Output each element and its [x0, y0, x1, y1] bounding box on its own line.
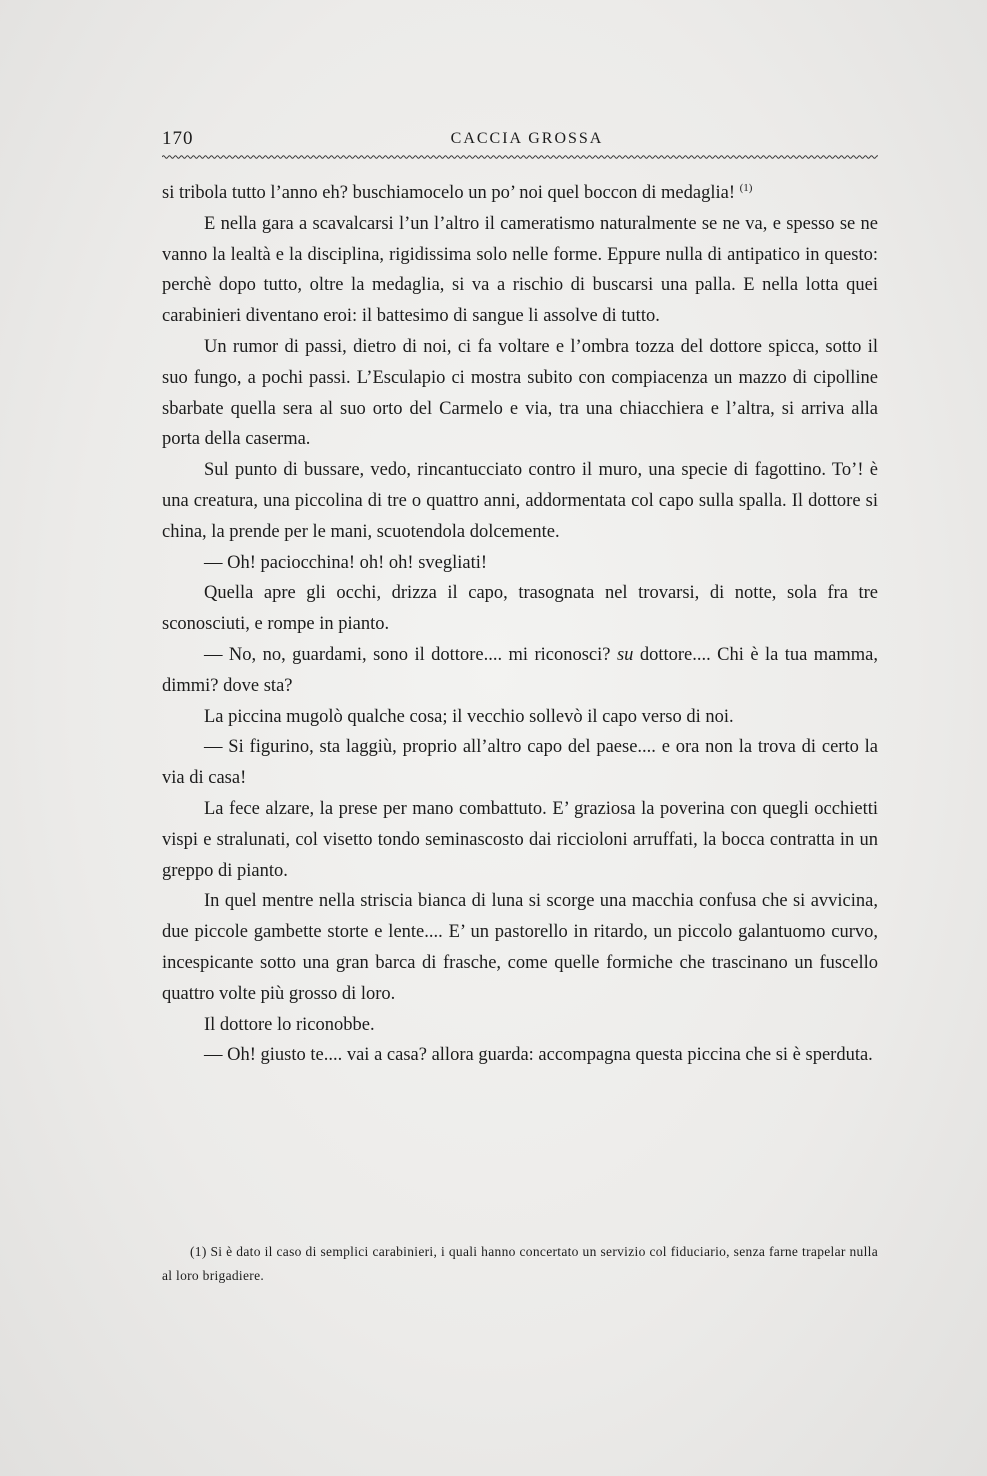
paragraph: In quel mentre nella striscia bianca di luna si scorge una macchia confusa che si avvicina, due piccole gambette storte e lente.... E’ un pastorello in ritardo, un piccolo galantuomo curvo, incespicante sotto una gran barca di frasche, come quelle formiche che trascinano un fuscello quattro volte più grosso di loro.	[162, 891, 878, 1004]
paragraph: E nella gara a scavalcarsi l’un l’altro il cameratismo naturalmente se ne va, e spesso se ne vanno la lealtà e la disciplina, rigidissima solo nelle forme. Eppure nulla di antipatico in questo: perchè dopo tutto, oltre la medaglia, si va a rischio di buscarsi una palla. E nella lotta quei carabinieri diventano eroi: il battesimo di sangue li assolve di tutto.	[162, 213, 878, 327]
italic-word: su	[616, 644, 634, 665]
paragraph-continuation: si tribola tutto l’anno eh? buschiamocelo un po’ noi quel boccon di medaglia! $^{(1)}$	[162, 182, 753, 203]
decorative-wavy-rule	[162, 154, 878, 160]
running-title: CACCIA GROSSA	[450, 130, 604, 147]
footnote-reference: (1)	[739, 182, 753, 194]
paragraph: La piccina mugolò qualche cosa; il vecchio sollevò il capo verso di noi.	[204, 706, 734, 727]
paragraph: Quella apre gli occhi, drizza il capo, trasognata nel trovarsi, di notte, sola fra tre sconosciuti, e rompe in pianto.	[162, 583, 878, 635]
dialogue-line: — Oh! giusto te.... vai a casa? allora guarda: accompagna questa piccina che si è sperduta.	[204, 1045, 873, 1066]
page-header	[162, 128, 878, 158]
main-text	[162, 178, 878, 1071]
paragraph: La fece alzare, la prese per mano combattuto. E’ graziosa la poverina con quegli occhietti vispi e stralunati, col visetto tondo seminascosto dai riccioloni arruffati, la bocca contratta in un greppo di pianto.	[162, 798, 878, 881]
paragraph: Sul punto di bussare, vedo, rincantucciato contro il muro, una specie di fagottino. To’! è una creatura, una piccolina di tre o quattro anni, addormentata col capo sulla spalla. Il dottore si china, la prende per le mani, scuotendola dolcemente.	[162, 460, 878, 542]
dialogue-line: — Si figurino, sta laggiù, proprio all’altro capo del paese.... e ora non la trova di certo la via di casa!	[162, 737, 878, 789]
dialogue-line: — No, no, guardami, sono il dottore.... mi riconosci? su dottore.... Chi è la tua mamma, dimmi? dove sta?	[162, 644, 879, 696]
paragraph: Un rumor di passi, dietro di noi, ci fa voltare e l’ombra tozza del dottore spicca, sotto il suo fungo, a pochi passi. L’Esculapio ci mostra subito con compiacenza un mazzo di cipolline sbarbate quella sera al suo orto del Carmelo e via, tra una chiacchiera e l’altra, si arriva alla porta della caserma.	[162, 336, 878, 450]
dialogue-line: — Oh! paciocchina! oh! oh! svegliati!	[204, 552, 488, 573]
footnotes	[162, 1240, 878, 1288]
footnote: (1) Si è dato il caso di semplici carabinieri, i quali hanno concertato un servizio col fiduciario, senza farne trapelar nulla al loro brigadiere.	[162, 1244, 878, 1283]
paragraph: Il dottore lo riconobbe.	[204, 1014, 375, 1035]
page-number: 170	[162, 128, 194, 149]
